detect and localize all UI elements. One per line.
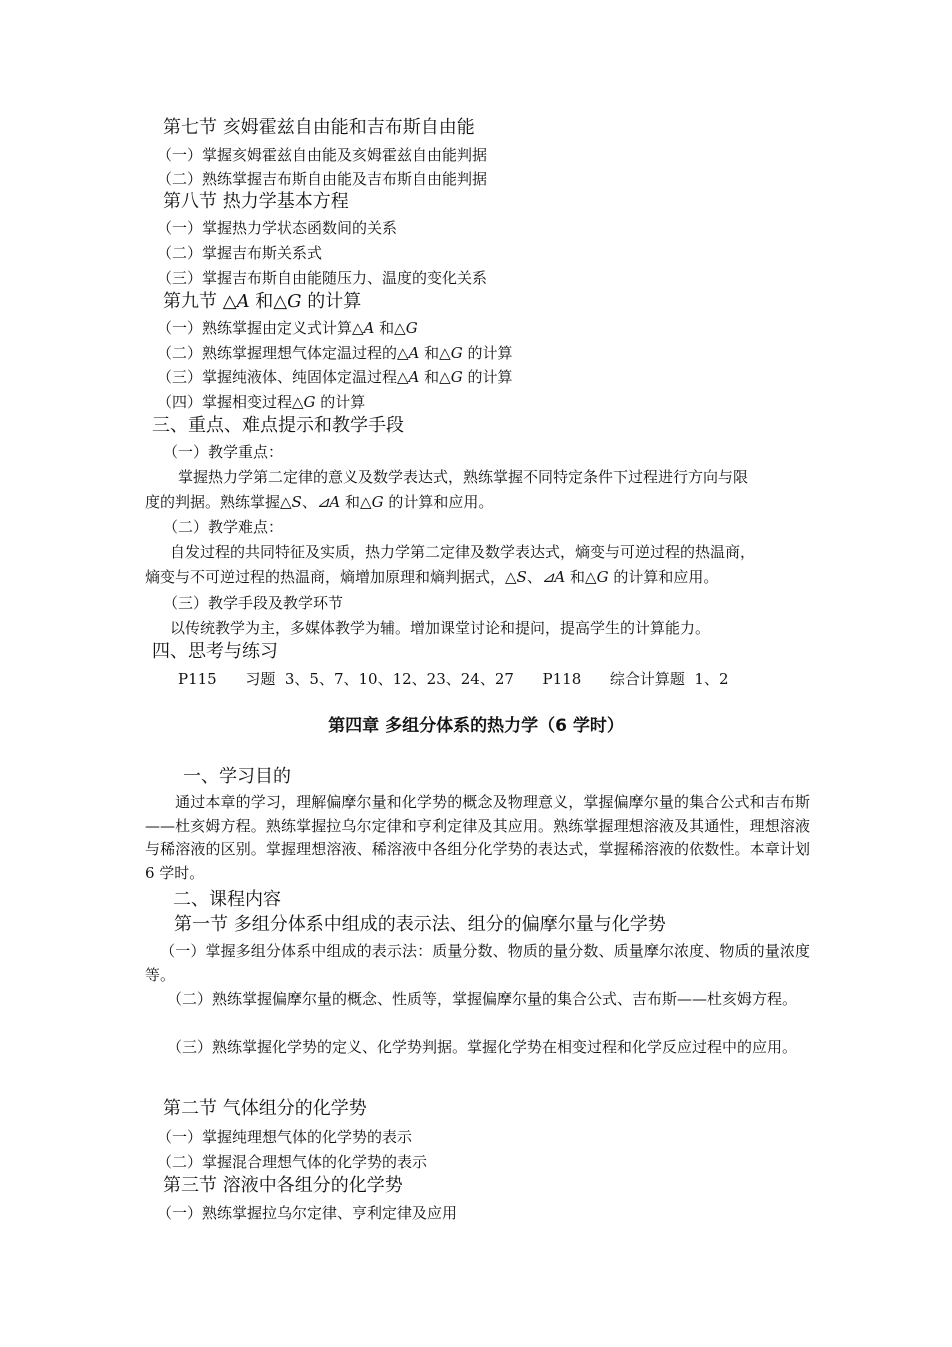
ch4-section-3-heading: 第三节 溶液中各组分的化学势 [163,1175,403,1196]
section-8-item-2: （二）掌握吉布斯关系式 [157,244,323,262]
text-run: 、 [526,568,542,586]
text-run: 度的判据。熟练掌握△ [145,493,292,511]
text-run: 的计算 [462,368,513,386]
symbol-a: A [236,291,250,312]
section-8-item-3: （三）掌握吉布斯自由能随压力、温度的变化关系 [157,269,488,287]
ch4-section-3-item-1: （一）熟练掌握拉乌尔定律、亨利定律及应用 [157,1204,458,1222]
symbol-g: G [450,368,463,386]
ch4-section-2-item-1: （一）掌握纯理想气体的化学势的表示 [157,1128,413,1146]
paragraph-text: 通过本章的学习，理解偏摩尔量和化学势的概念及物理意义，掌握偏摩尔量的集合公式和吉布斯——杜亥姆方程。熟练掌握拉乌尔定律和亨利定律及其应用。熟练掌握理想溶液及其通性，理想溶液与稀溶液的区别。掌握理想溶液、稀溶液中各组分化学势的表达式，掌握稀溶液的依数性。本章计划 6 学时。 [145,793,810,882]
text-run: 和△ [249,291,288,312]
ch4-section-2-item-2: （二）掌握混合理想气体的化学势的表示 [157,1153,428,1171]
teaching-difficulty-label: （二）教学难点： [163,518,284,536]
part-4-heading: 四、思考与练习 [152,641,278,662]
ch4-section-2-heading: 第二节 气体组分的化学势 [163,1098,367,1119]
section-9-item-4 [157,391,365,413]
symbol-g: G [450,344,463,362]
text-run: 的计算 [315,393,366,411]
section-7-item-2: （二）熟练掌握吉布斯自由能及吉布斯自由能判据 [157,170,488,188]
text-run: 的计算 [462,344,513,362]
text-run: 和△ [374,319,406,337]
exercise-list: P115 习题 3、5、7、10、12、23、24、27 P118 综合计算题 1、2 [178,670,729,688]
teaching-method-line: 以传统教学为主，多媒体教学为辅。增加课堂讨论和提问，提高学生的计算能力。 [170,619,711,637]
symbol-g: G [303,393,316,411]
text-run: 和△ [419,344,451,362]
text-run: （四）掌握相变过程△ [157,393,304,411]
symbol-a: A [408,368,420,386]
section-9-heading [163,290,361,314]
symbol-g: G [596,568,609,586]
symbol-a: A [408,344,420,362]
symbol-da: ⊿A [541,568,566,586]
chapter-4-title: 第四章 多组分体系的热力学（6 学时） [328,716,624,736]
text-run: （二）熟练掌握理想气体定温过程的△ [157,344,409,362]
symbol-g: G [405,319,418,337]
ch4-content-heading: 二、课程内容 [173,889,281,910]
section-9-item-1 [157,317,418,339]
text-run: 和△ [340,493,372,511]
symbol-s: S [291,493,302,511]
symbol-g: G [371,493,384,511]
ch4-objective-heading: 一、学习目的 [183,766,291,787]
ch4-section-1-item-2 [145,988,810,1012]
part-3-heading: 三、重点、难点提示和教学手段 [152,415,404,436]
text-run: 、 [301,493,317,511]
text-run: 和△ [419,368,451,386]
text-run: 的计算和应用。 [383,493,494,511]
section-8-item-1: （一）掌握热力学状态函数间的关系 [157,219,398,237]
paragraph-text: （一）掌握多组分体系中组成的表示法：质量分数、物质的量分数、质量摩尔浓度、物质的量浓度等。 [145,942,810,984]
teaching-focus-line-1: 掌握热力学第二定律的意义及数学表达式，熟练掌握不同特定条件下过程进行方向与限 [178,468,749,486]
text-run: 的计算和应用。 [608,568,719,586]
section-8-heading: 第八节 热力学基本方程 [163,191,349,212]
text-run: 第九节 △ [163,291,237,312]
ch4-objective-paragraph [145,791,810,885]
teaching-difficulty-line-2 [145,566,718,588]
text-run: 和△ [565,568,597,586]
section-9-item-3 [157,366,512,388]
symbol-s: S [516,568,527,586]
symbol-da: ⊿A [316,493,341,511]
ch4-section-1-heading: 第一节 多组分体系中组成的表示法、组分的偏摩尔量与化学势 [174,914,666,935]
teaching-method-label: （三）教学手段及教学环节 [163,594,344,612]
text-run: （一）熟练掌握由定义式计算△ [157,319,364,337]
text-run: 熵变与不可逆过程的热温商，熵增加原理和熵判据式，△ [145,568,517,586]
text-run: 的计算 [301,291,362,312]
section-9-item-2 [157,342,512,364]
teaching-difficulty-line-1: 自发过程的共同特征及实质，热力学第二定律及数学表达式，熵变与可逆过程的热温商， [170,543,756,561]
symbol-g: G [287,291,302,312]
section-7-item-1: （一）掌握亥姆霍兹自由能及亥姆霍兹自由能判据 [157,146,488,164]
ch4-section-1-item-3 [145,1036,810,1060]
section-7-heading: 第七节 亥姆霍兹自由能和吉布斯自由能 [163,117,475,138]
teaching-focus-line-2 [145,491,493,513]
ch4-section-1-item-1 [145,940,810,987]
paragraph-text: （二）熟练掌握偏摩尔量的概念、性质等，掌握偏摩尔量的集合公式、吉布斯——杜亥姆方程。 [167,990,798,1008]
text-run: （三）掌握纯液体、纯固体定温过程△ [157,368,409,386]
teaching-focus-label: （一）教学重点： [163,443,284,461]
paragraph-text: （三）熟练掌握化学势的定义、化学势判据。掌握化学势在相变过程和化学反应过程中的应用。 [167,1038,798,1056]
symbol-a: A [363,319,375,337]
